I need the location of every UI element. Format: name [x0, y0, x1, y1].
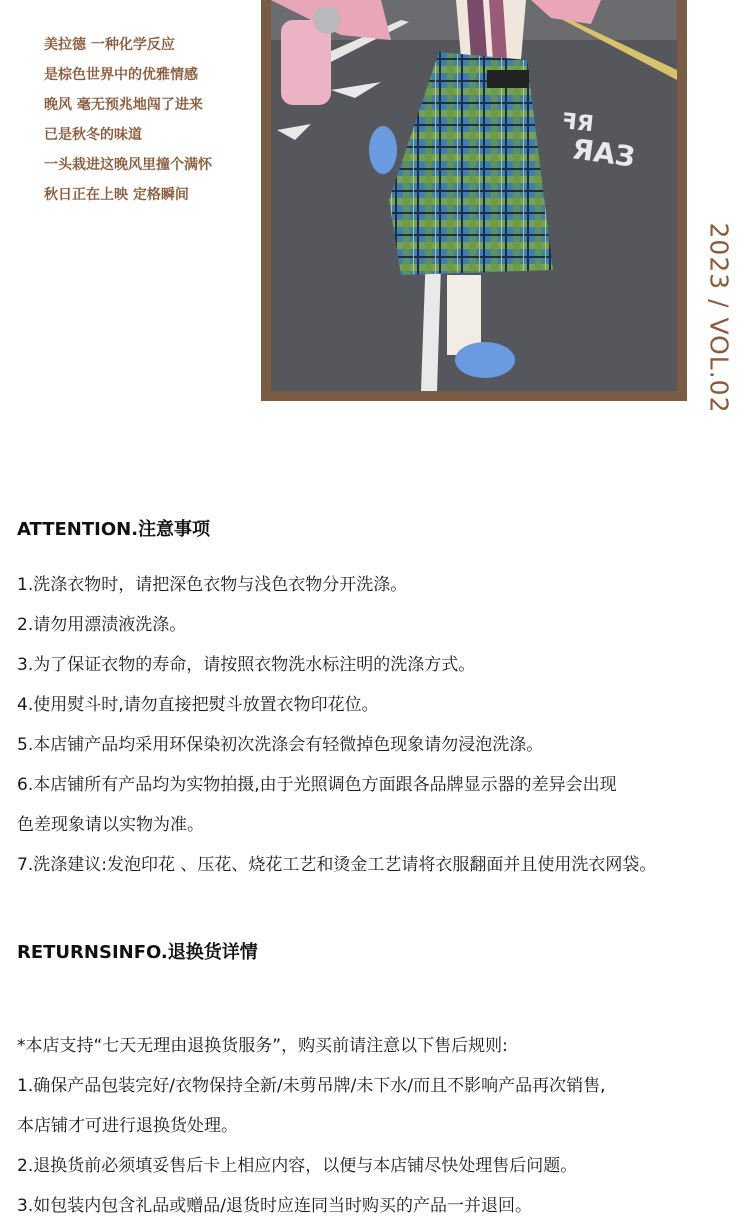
attention-item: 1.洗涤衣物时，请把深色衣物与浅色衣物分开洗涤。 — [17, 575, 408, 595]
returns-item: 本店铺才可进行退换货处理。 — [17, 1116, 238, 1136]
attention-item: 3.为了保证衣物的寿命，请按照衣物洗水标注明的洗涤方式。 — [17, 655, 476, 675]
photo-frame — [261, 0, 687, 401]
svg-text:ЯAЗ: ЯAЗ — [570, 132, 638, 174]
returns-item: 1.确保产品包装完好/衣物保持全新/未剪吊牌/未下水/而且不影响产品再次销售, — [17, 1076, 606, 1096]
poem-block — [44, 30, 254, 210]
returns-item: *本店支持“七天无理由退换货服务”，购买前请注意以下售后规则: — [17, 1036, 508, 1056]
attention-item: 7.洗涤建议:发泡印花 、压花、烧花工艺和烫金工艺请将衣服翻面并且使用洗衣网袋。 — [17, 855, 657, 875]
poem-line: 是棕色世界中的优雅情感 — [44, 67, 198, 83]
returns-item: 3.如包装内包含礼品或赠品/退货时应连同当时购买的产品一并退回。 — [17, 1196, 532, 1216]
poem-line: 晚风 毫无预兆地闯了进来 — [44, 97, 203, 113]
returns-title: RETURNSINFO.退换货详情 — [17, 942, 258, 963]
poem-line: 已是秋冬的味道 — [44, 127, 142, 143]
street-scene-illustration — [271, 0, 677, 391]
attention-title: ATTENTION.注意事项 — [17, 519, 211, 540]
poem-line: 美拉德 一种化学反应 — [44, 37, 175, 53]
volume-label-text: 2023 / VOL.02 — [704, 222, 734, 414]
attention-item: 6.本店铺所有产品均为实物拍摄,由于光照调色方面跟各品牌显示器的差异会出现 — [17, 775, 617, 795]
attention-item: 色差现象请以实物为准。 — [17, 815, 204, 835]
returns-item: 2.退换货前必须填妥售后卡上相应内容，以便与本店铺尽快处理售后问题。 — [17, 1156, 578, 1176]
svg-text:ꟻЯ: ꟻЯ — [560, 109, 595, 138]
attention-item: 2.请勿用漂渍液洗涤。 — [17, 615, 187, 635]
volume-label — [704, 222, 734, 414]
attention-item: 4.使用熨斗时,请勿直接把熨斗放置衣物印花位。 — [17, 695, 379, 715]
fashion-photo — [271, 0, 677, 391]
poem-line: 秋日正在上映 定格瞬间 — [44, 187, 189, 203]
attention-item: 5.本店铺产品均采用环保染初次洗涤会有轻微掉色现象请勿浸泡洗涤。 — [17, 735, 544, 755]
poem-line: 一头栽进这晚风里撞个满怀 — [44, 157, 212, 173]
